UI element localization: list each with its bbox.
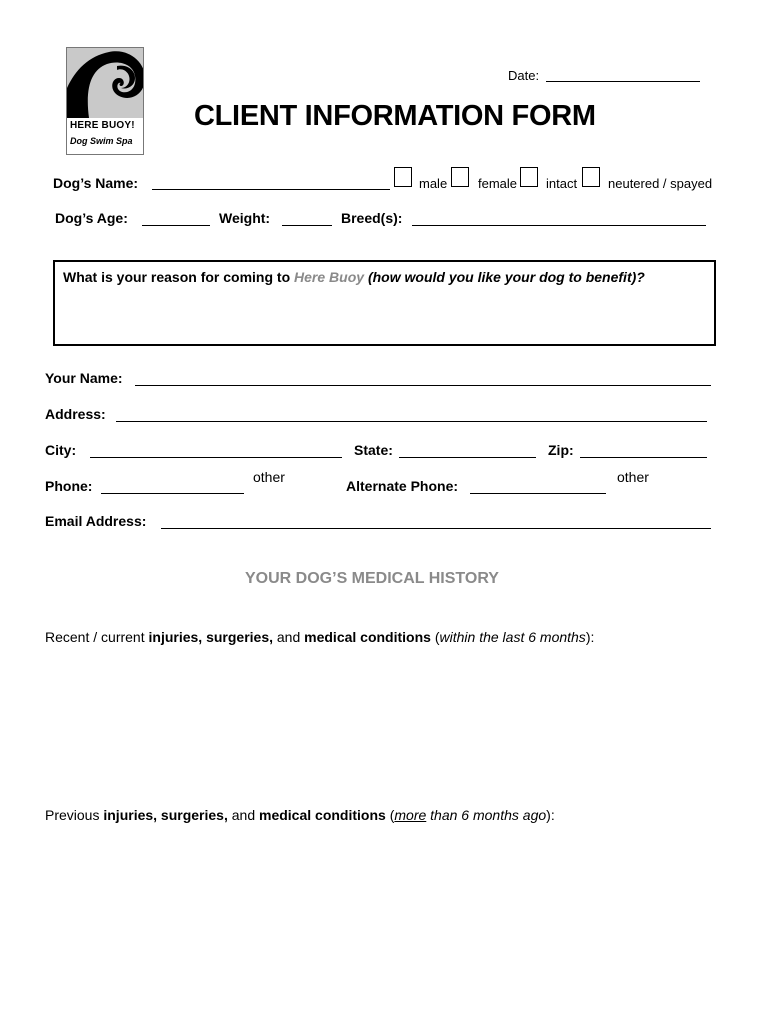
previous-text-4: ): xyxy=(546,807,555,823)
date-field[interactable] xyxy=(546,81,700,82)
dog-age-field[interactable] xyxy=(142,225,210,226)
reason-question xyxy=(63,269,645,285)
female-checkbox[interactable] xyxy=(451,167,469,187)
previous-text-3: ( xyxy=(385,807,395,823)
weight-field[interactable] xyxy=(282,225,332,226)
address-field[interactable] xyxy=(116,421,707,422)
your-name-label: Your Name: xyxy=(45,370,123,386)
email-label: Email Address: xyxy=(45,513,147,529)
previous-underline: more xyxy=(394,807,427,823)
breed-label: Breed(s): xyxy=(341,210,403,226)
here-buoy-logo xyxy=(66,47,144,155)
reason-prefix: What is your reason for coming to xyxy=(63,269,295,285)
recent-text-4: ): xyxy=(585,629,595,645)
email-field[interactable] xyxy=(161,528,711,529)
female-label: female xyxy=(478,176,518,191)
recent-bold-2: medical conditions xyxy=(304,629,431,645)
date-label: Date: xyxy=(508,68,540,83)
phone-field[interactable] xyxy=(101,493,244,494)
breed-field[interactable] xyxy=(412,225,706,226)
your-name-field[interactable] xyxy=(135,385,711,386)
previous-conditions-prompt xyxy=(45,807,555,823)
alternate-phone-field[interactable] xyxy=(470,493,606,494)
previous-conditions-area[interactable] xyxy=(45,830,710,1000)
previous-bold-2: medical conditions xyxy=(259,807,386,823)
weight-label: Weight: xyxy=(219,210,271,226)
city-field[interactable] xyxy=(90,457,342,458)
intact-checkbox[interactable] xyxy=(520,167,538,187)
recent-italic: within the last 6 months xyxy=(439,629,586,645)
wave-icon xyxy=(67,48,144,118)
phone-label: Phone: xyxy=(45,478,93,494)
reason-suffix: (how would you like your dog to benefit)? xyxy=(364,269,645,285)
recent-text-1: Recent / current xyxy=(45,629,149,645)
dog-age-label: Dog’s Age: xyxy=(55,210,128,226)
medical-history-heading: YOUR DOG’S MEDICAL HISTORY xyxy=(245,570,499,587)
dog-name-label: Dog’s Name: xyxy=(53,175,139,191)
state-field[interactable] xyxy=(399,457,536,458)
city-label: City: xyxy=(45,442,77,458)
alternate-phone-label: Alternate Phone: xyxy=(346,478,459,494)
neutered-label: neutered / spayed xyxy=(608,176,713,191)
intact-label: intact xyxy=(546,176,578,191)
male-label: male xyxy=(419,176,448,191)
previous-italic: than 6 months ago xyxy=(426,807,547,823)
dog-name-field[interactable] xyxy=(152,189,390,190)
male-checkbox[interactable] xyxy=(394,167,412,187)
reason-brand: Here Buoy xyxy=(294,269,365,285)
neutered-checkbox[interactable] xyxy=(582,167,600,187)
address-label: Address: xyxy=(45,406,106,422)
recent-conditions-prompt xyxy=(45,629,594,645)
recent-text-2: and xyxy=(273,629,305,645)
page-title: CLIENT INFORMATION FORM xyxy=(194,100,596,132)
zip-field[interactable] xyxy=(580,457,707,458)
recent-text-3: ( xyxy=(430,629,440,645)
phone-other-label: other xyxy=(253,469,285,485)
recent-conditions-area[interactable] xyxy=(45,652,710,792)
previous-text-2: and xyxy=(227,807,259,823)
alternate-phone-other-label: other xyxy=(617,469,649,485)
logo-text-line1: HERE BUOY! xyxy=(70,120,135,131)
logo-text-line2: Dog Swim Spa xyxy=(70,136,133,146)
previous-bold-1: injuries, surgeries, xyxy=(103,807,228,823)
recent-bold-1: injuries, surgeries, xyxy=(148,629,273,645)
zip-label: Zip: xyxy=(548,442,574,458)
state-label: State: xyxy=(354,442,393,458)
previous-text-1: Previous xyxy=(45,807,104,823)
